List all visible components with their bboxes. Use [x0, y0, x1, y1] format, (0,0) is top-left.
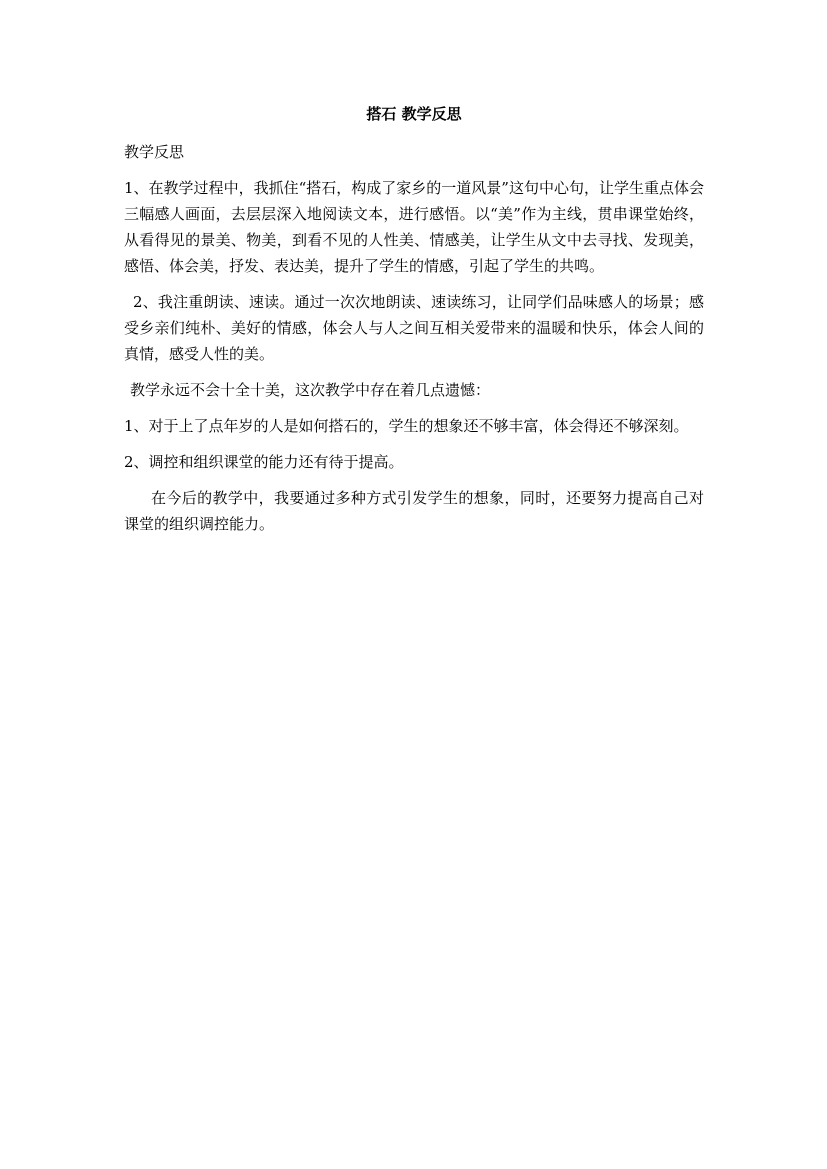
section-heading: 教学反思 [124, 143, 185, 161]
paragraph-point-2: 2、我注重朗读、速读。通过一次次地朗读、速读练习，让同学们品味感人的场景；感受乡亲们纯朴、美好的情感，体会人与人之间互相关爱带来的温暖和快乐，体会人间的真情，感受人性的美。 [124, 293, 704, 363]
paragraph-regret-1: 1、对于上了点年岁的人是如何搭石的，学生的想象还不够丰富，体会得还不够深刻。 [124, 417, 689, 435]
paragraph-regret-2: 2、调控和组织课堂的能力还有待于提高。 [124, 453, 404, 471]
document-title: 搭石 教学反思 [366, 105, 462, 123]
paragraph-point-1: 1、在教学过程中，我抓住“搭石，构成了家乡的一道风景”这句中心句，让学生重点体会三幅感人画面，去层层深入地阅读文本，进行感悟。以“美”作为主线，贯串课堂始终，从看得见的景美、物美，到看不见的人性美、情感美，让学生从文中去寻找、发现美，感悟、体会美，抒发、表达美，提升了学生的情感，引起了学生的共鸣。 [124, 179, 704, 275]
document-content [124, 101, 704, 547]
paragraph-regrets-intro: 教学永远不会十全十美，这次教学中存在着几点遗憾： [130, 381, 491, 399]
paragraph-conclusion: 在今后的教学中，我要通过多种方式引发学生的想象，同时，还要努力提高自己对课堂的组织调控能力。 [124, 489, 704, 533]
